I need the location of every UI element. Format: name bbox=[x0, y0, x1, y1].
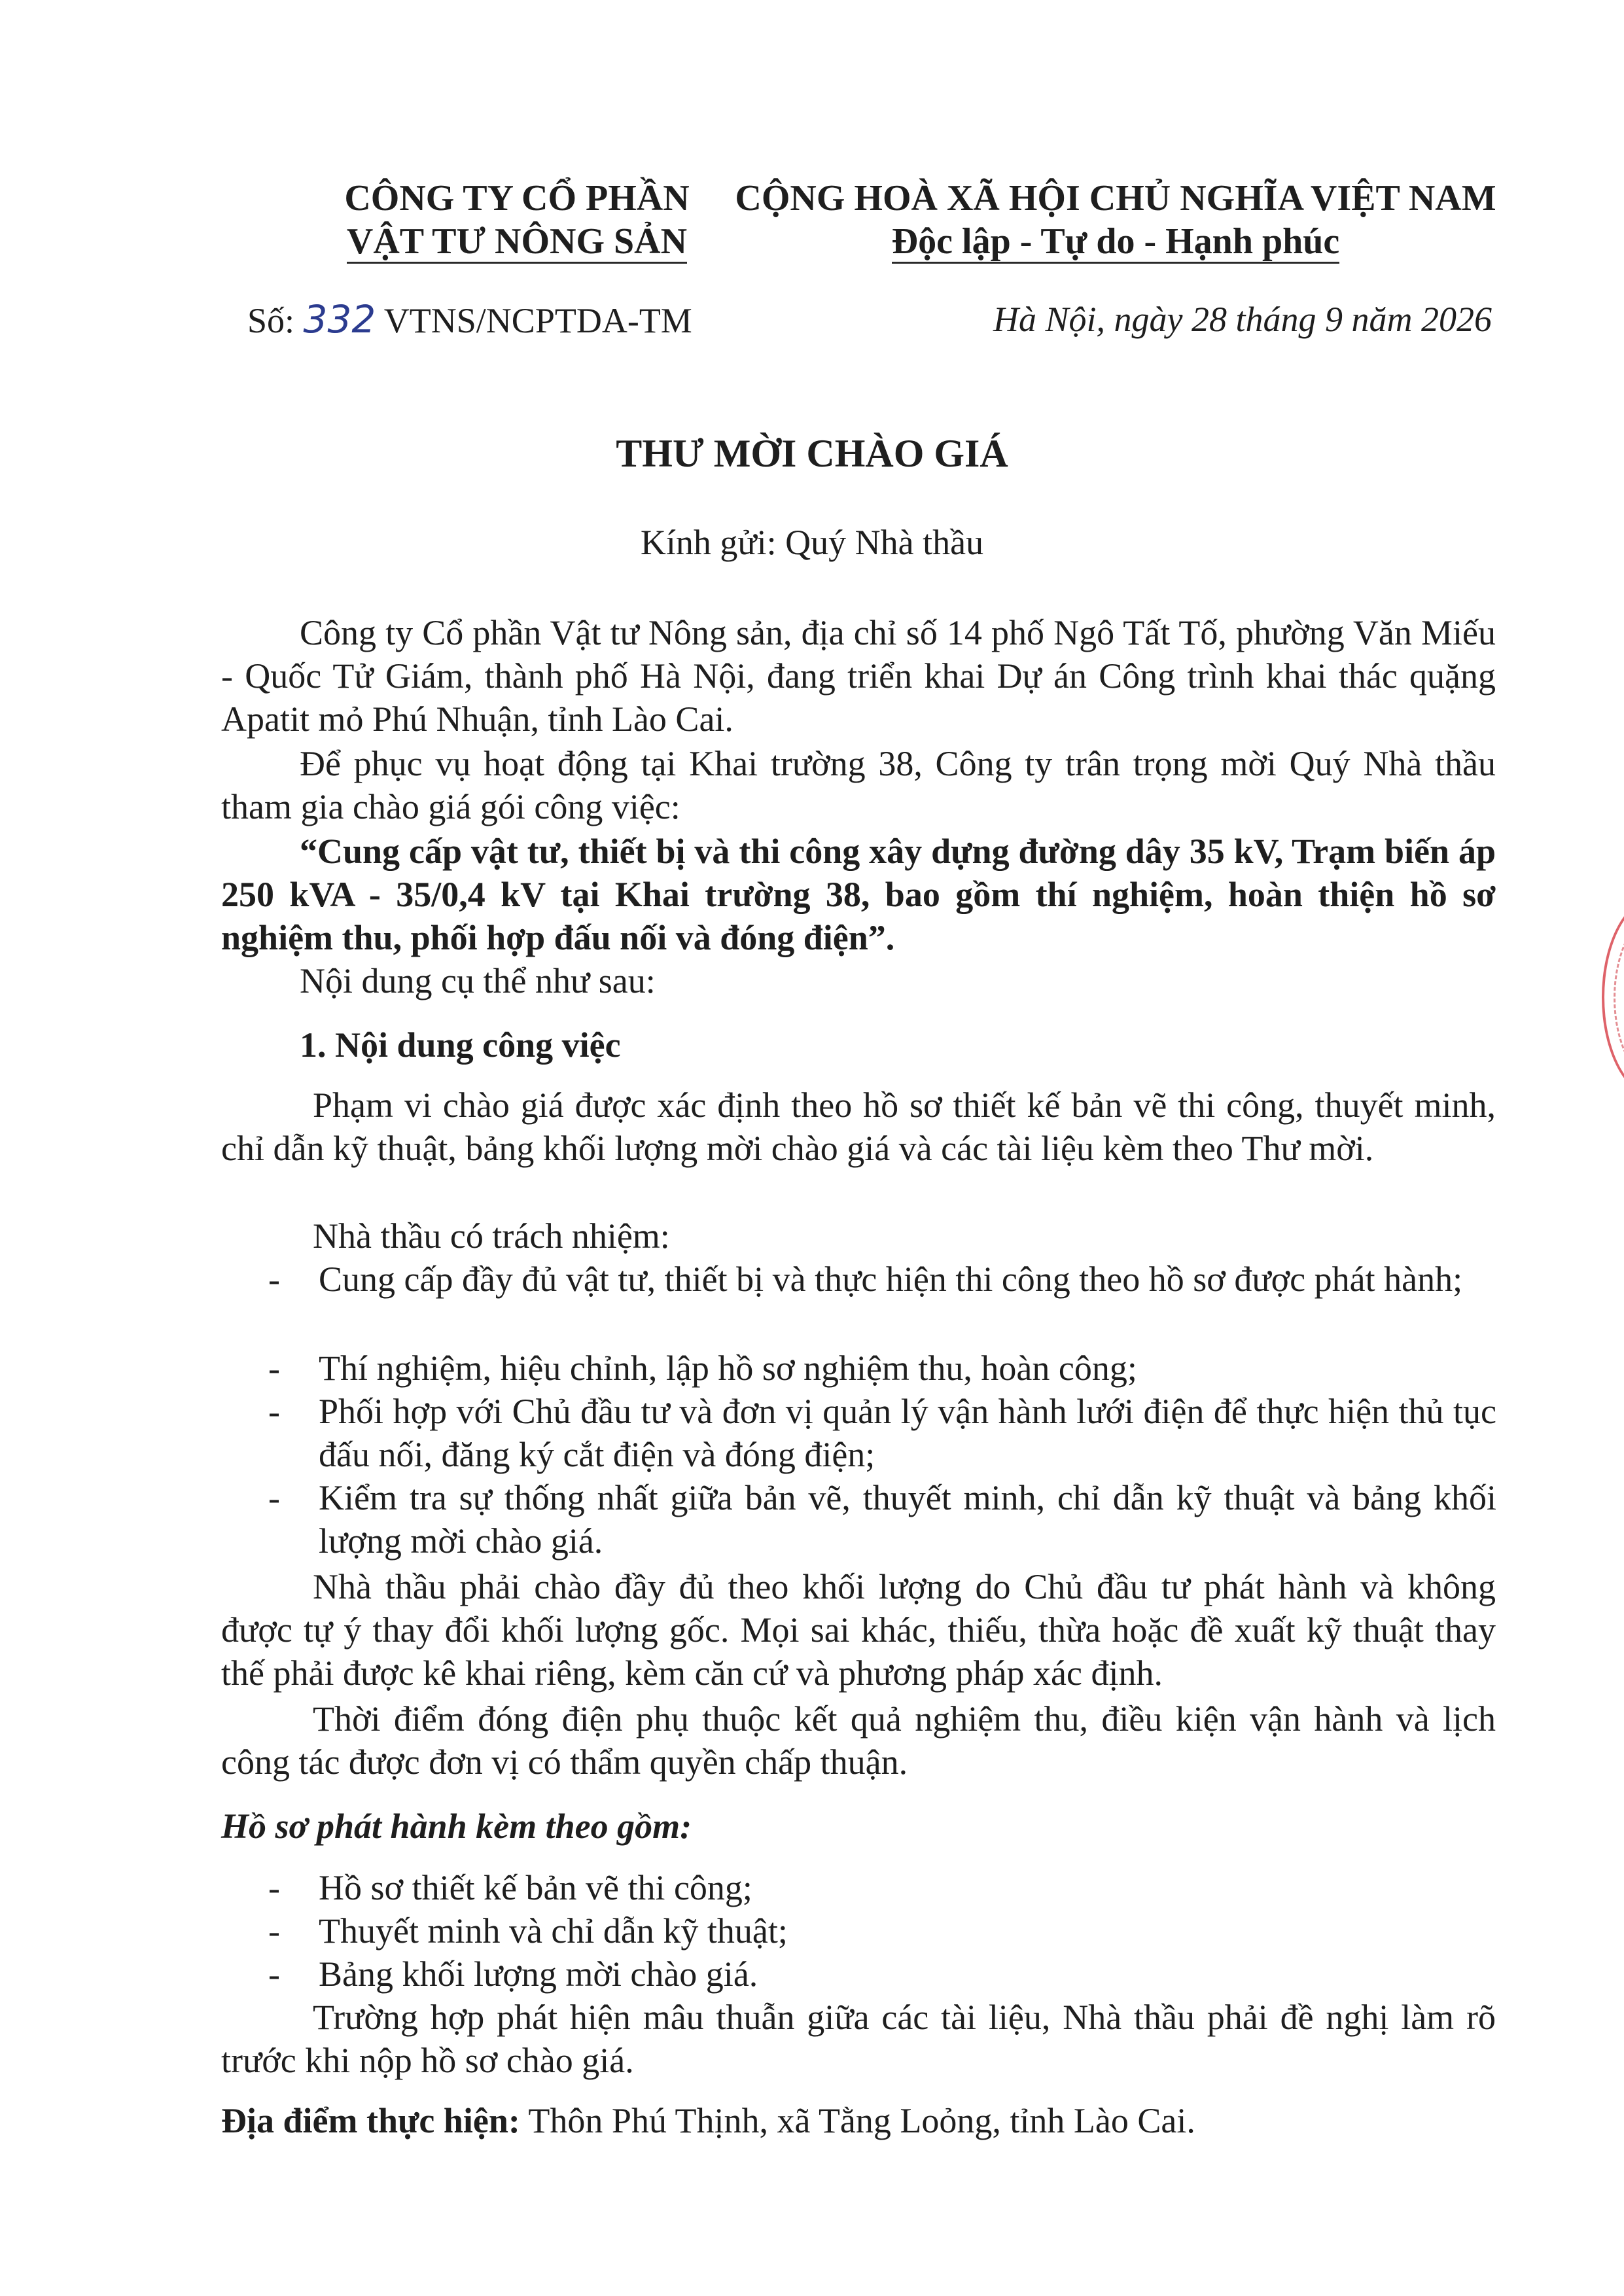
list-item: Kiểm tra sự thống nhất giữa bản vẽ, thuyết minh, chỉ dẫn kỹ thuật và bảng khối lượng mời chào giá. bbox=[319, 1478, 1496, 1561]
documents-heading: Hồ sơ phát hành kèm theo gồm: bbox=[221, 1807, 692, 1846]
content-intro: Nội dung cụ thể như sau: bbox=[300, 961, 656, 1000]
invitation-paragraph: Để phục vụ hoạt động tại Khai trường 38, Công ty trân trọng mời Quý Nhà thầu tham gia chào giá gói công việc: bbox=[221, 744, 1496, 826]
quantity-note: Nhà thầu phải chào đầy đủ theo khối lượng do Chủ đầu tư phát hành và không được tự ý thay đổi khối lượng gốc. Mọi sai khác, thiếu, thừa hoặc đề xuất kỹ thuật thay thế phải được kê khai riêng, kèm căn cứ và phương pháp xác định. bbox=[221, 1567, 1496, 1693]
letter-title: THƯ MỜI CHÀO GIÁ bbox=[616, 432, 1008, 475]
bullet-dash: - bbox=[268, 1349, 280, 1388]
national-motto bbox=[733, 177, 1498, 263]
package-title: “Cung cấp vật tư, thiết bị và thi công xây dựng đường dây 35 kV, Trạm biến áp 250 kVA - 35/0,4 kV tại Khai trường 38, bao gồm thí nghiệm, hoàn thiện hồ sơ nghiệm thu, phối hợp đấu nối và đóng điện”. bbox=[221, 832, 1496, 957]
location-value: Thôn Phú Thịnh, xã Tằng Loỏng, tỉnh Lào Cai. bbox=[528, 2101, 1195, 2140]
intro-paragraph: Công ty Cổ phần Vật tư Nông sản, địa chỉ số 14 phố Ngô Tất Tố, phường Văn Miếu - Quốc Tử Giám, thành phố Hà Nội, đang triển khai Dự án Công trình khai thác quặng Apatit mỏ Phú Nhuận, tỉnh Lào Cai. bbox=[221, 613, 1496, 739]
company-line-1: CÔNG TY CỔ PHẦN bbox=[344, 178, 690, 219]
location-line bbox=[221, 2099, 1195, 2142]
bullet-dash: - bbox=[268, 1478, 280, 1517]
list-item: Thuyết minh và chỉ dẫn kỹ thuật; bbox=[319, 1911, 788, 1951]
bullet-dash: - bbox=[268, 1911, 280, 1951]
bullet-dash: - bbox=[268, 1392, 280, 1431]
nation-line-1: CỘNG HOÀ XÃ HỘI CHỦ NGHĨA VIỆT NAM bbox=[735, 178, 1496, 219]
bullet-dash: - bbox=[268, 1954, 280, 1994]
responsibility-label: Nhà thầu có trách nhiệm: bbox=[313, 1216, 670, 1256]
location-label: Địa điểm thực hiện: bbox=[221, 2101, 520, 2140]
scope-paragraph: Phạm vi chào giá được xác định theo hồ sơ thiết kế bản vẽ thi công, thuyết minh, chỉ dẫn kỹ thuật, bảng khối lượng mời chào giá và các tài liệu kèm theo Thư mời. bbox=[221, 1086, 1496, 1168]
bullet-dash: - bbox=[268, 1260, 280, 1299]
list-item: Bảng khối lượng mời chào giá. bbox=[319, 1954, 758, 1994]
list-item: Hồ sơ thiết kế bản vẽ thi công; bbox=[319, 1868, 752, 1907]
conflict-note: Trường hợp phát hiện mâu thuẫn giữa các tài liệu, Nhà thầu phải đề nghị làm rõ trước khi nộp hồ sơ chào giá. bbox=[221, 1998, 1496, 2080]
list-item: Cung cấp đầy đủ vật tư, thiết bị và thực hiện thi công theo hồ sơ được phát hành; bbox=[319, 1260, 1463, 1299]
document-number: Số: 332 VTNS/NCPTDA-TM bbox=[247, 297, 692, 342]
bullet-dash: - bbox=[268, 1868, 280, 1907]
nation-line-2: Độc lập - Tự do - Hạnh phúc bbox=[733, 220, 1498, 263]
section-1-heading: 1. Nội dung công việc bbox=[300, 1025, 621, 1065]
energize-note: Thời điểm đóng điện phụ thuộc kết quả nghiệm thu, điều kiện vận hành và lịch công tác được đơn vị có thẩm quyền chấp thuận. bbox=[221, 1699, 1496, 1782]
recipient: Kính gửi: Quý Nhà thầu bbox=[640, 523, 984, 562]
handwritten-number: 332 bbox=[303, 297, 376, 342]
company-line-2: VẬT TƯ NÔNG SẢN bbox=[262, 220, 772, 263]
red-seal-stamp bbox=[1602, 896, 1624, 1098]
list-item: Thí nghiệm, hiệu chỉnh, lập hồ sơ nghiệm thu, hoàn công; bbox=[319, 1349, 1137, 1388]
place-date: Hà Nội, ngày 28 tháng 9 năm 2026 bbox=[993, 300, 1492, 339]
company-name bbox=[262, 177, 772, 263]
list-item: Phối hợp với Chủ đầu tư và đơn vị quản lý vận hành lưới điện để thực hiện thủ tục đấu nối, đăng ký cắt điện và đóng điện; bbox=[319, 1392, 1496, 1474]
